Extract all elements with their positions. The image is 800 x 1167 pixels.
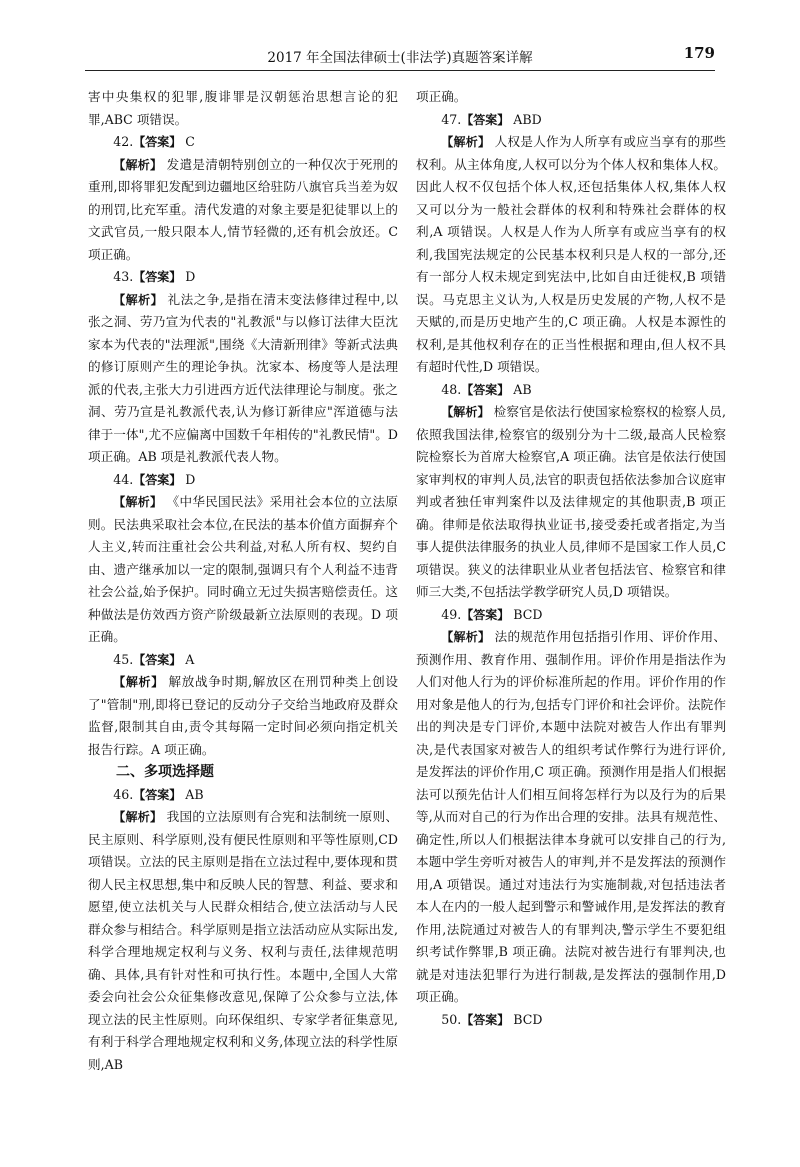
question-number: 50. (441, 1011, 462, 1027)
answer-value: BCD (513, 1011, 543, 1027)
answer-value: A (185, 651, 195, 667)
explanation-tag: 【解析】 (441, 405, 490, 419)
explanation-tag: 【解析】 (113, 157, 163, 172)
answer-tag: 【答案】 (461, 382, 510, 397)
explanation-47 (416, 131, 726, 379)
answer-tag: 【答案】 (461, 607, 510, 622)
answer-tag: 【答案】 (461, 112, 510, 127)
question-number: 44. (113, 471, 134, 487)
question-number: 45. (113, 651, 134, 667)
page-number: 179 (683, 44, 715, 62)
explanation-text: 检察官是依法行使国家检察权的检察人员,依照我国法律,检察官的级别分为十二级,最高人民检察院检察长为首席大检察官,A 项正确。法官是依法行使国家审判权的审判人员,法官的职责包括依法参加合议庭审判或者独任审判案件以及法律规定的其他职责,B 项正确。律师是依法取得执业证书,接受委托或者指定,为当事人提供法律服务的执业人员,律师不是国家工作人员,C 项错误。狭义的法律职业从业者包括法官、检察官和律师三大类,不包括法学教学研究人员,D 项错误。 (416, 404, 726, 599)
left-column (88, 86, 398, 1076)
question-number: 49. (441, 606, 462, 622)
explanation-text: 人权是人作为人所享有或应当享有的那些权利。从主体角度,人权可以分为个体人权和集体人权。因此人权不仅包括个体人权,还包括集体人权,集体人权又可以分为一般社会群体的权利和特殊社会群体的权利,A 项错误。人权是人作为人所享有或应当享有的权利,我国宪法规定的公民基本权利只是人权的一部分,还有一部分人权未规定到宪法中,比如自由迁徙权,B 项错误。马克思主义认为,人权是历史发展的产物,人权不是天赋的,而是历史地产生的,C 项正确。人权是本源性的权利,是其他权利存在的正当性根据和理由,但人权不具有超时代性,D 项错误。 (416, 134, 726, 374)
answer-45 (88, 649, 398, 672)
question-number: 46. (113, 786, 134, 802)
explanation-tag: 【解析】 (113, 810, 163, 824)
page-header (85, 44, 715, 71)
explanation-45 (88, 671, 398, 761)
explanation-43 (88, 289, 398, 469)
explanation-text: 解放战争时期,解放区在刑罚种类上创设了"管制"刑,即将已登记的反动分子交给当地政府及群众监督,限制其自由,责令其每隔一定时间必须向指定机关报告行踪。A 项正确。 (88, 674, 398, 757)
answer-47 (416, 109, 726, 132)
explanation-text: 法的规范作用包括指引作用、评价作用、预测作用、教育作用、强制作用。评价作用是指法作为人们对他人行为的评价标准所起的作用。评价作用的作用对象是他人的行为,包括专门评价和社会评价。法院作出的判决是专门评价,本题中法院对被告人作出有罪判决,是代表国家对被告人的组织考试作弊行为进行评价,是发挥法的评价作用,C 项正确。预测作用是指人们根据法可以预先估计人们相互间将怎样行为以及行为的后果等,从而对自己的行为作出合理的安排。法具有规范性、确定性,所以人们根据法律本身就可以安排自己的行为,本题中学生旁听对被告人的审判,并不是发挥法的预测作用,A 项错误。通过对违法行为实施制裁,对包括违法者本人在内的一般人起到警示和警诫作用,是发挥法的教育作用,法院通过对被告人的有罪判决,警示学生不要犯组织考试作弊罪,B 项正确。法院对被告进行有罪判决,也就是对违法犯罪行为进行制裁,是发挥法的强制作用,D 项正确。 (416, 629, 726, 1004)
explanation-48 (416, 401, 726, 604)
answer-46 (88, 784, 398, 807)
answer-value: ABD (513, 111, 542, 127)
paragraph: 害中央集权的犯罪,腹诽罪是汉朝惩治思想言论的犯罪,ABC 项错误。 (88, 89, 398, 127)
answer-value: D (185, 471, 196, 487)
answer-value: AB (185, 786, 204, 802)
answer-value: AB (513, 381, 532, 397)
explanation-42 (88, 154, 398, 267)
explanation-text: 发遣是清朝特别创立的一种仅次于死刑的重刑,即将罪犯发配到边疆地区给驻防八旗官兵当差为奴的刑罚,比充军重。清代发遣的对象主要是犯徒罪以上的文武官员,一般只限本人,情节轻微的,还有机会放还。C 项正确。 (88, 156, 398, 262)
answer-tag: 【答案】 (133, 652, 182, 667)
explanation-text: 礼法之争,是指在清末变法修律过程中,以张之洞、劳乃宣为代表的"礼教派"与以修订法律大臣沈家本为代表的"法理派",围绕《大清新刑律》等新式法典的修订原则产生的理论争执。沈家本、杨度等人是法理派的代表,主张大力引进西方近代法律理论与制度。张之洞、劳乃宣是礼教派代表,认为修订新律应"浑道德与法律于一体",尤不应偏离中国数千年相传的"礼教民情"。D 项正确。AB 项是礼教派代表人物。 (88, 291, 398, 464)
answer-value: BCD (513, 606, 543, 622)
header-title: 2017 年全国法律硕士(非法学)真题答案详解 (267, 50, 533, 66)
explanation-46 (88, 806, 398, 1076)
explanation-tag: 【解析】 (441, 630, 491, 644)
explanation-tag: 【解析】 (441, 135, 491, 149)
answer-tag: 【答案】 (133, 787, 182, 802)
question-number: 47. (441, 111, 462, 127)
question-number: 43. (113, 269, 134, 284)
explanation-49 (416, 626, 726, 1009)
answer-48 (416, 379, 726, 402)
answer-tag: 【答案】 (133, 270, 182, 284)
explanation-tag: 【解析】 (113, 495, 163, 509)
question-number: 42. (113, 134, 134, 149)
paragraph: 项正确。 (416, 89, 467, 104)
answer-tag: 【答案】 (133, 135, 182, 149)
answer-50 (416, 1009, 726, 1032)
answer-tag: 【答案】 (133, 472, 182, 487)
answer-43 (88, 266, 398, 289)
answer-44 (88, 469, 398, 492)
explanation-tag: 【解析】 (113, 675, 164, 689)
answer-49 (416, 604, 726, 627)
section-heading: 二、多项选择题 (116, 764, 214, 780)
explanation-text: 《中华民国民法》采用社会本位的立法原则。民法典采取社会本位,在民法的基本价值方面摒弃个人主义,转而注重社会公共利益,对私人所有权、契约自由、遗产继承加以一定的限制,强调只有个人利益不违背社会公益,始予保护。同时确立无过失损害赔偿责任。这种做法是仿效西方资产阶级最新立法原则的表现。D 项正确。 (88, 494, 398, 644)
answer-value: C (185, 134, 195, 149)
explanation-44 (88, 491, 398, 649)
explanation-text: 我国的立法原则有合宪和法制统一原则、民主原则、科学原则,没有便民性原则和平等性原则,CD 项错误。立法的民主原则是指在立法过程中,要体现和贯彻人民主权思想,集中和反映人民的智慧、利益、要求和愿望,使立法机关与人民群众相结合,使立法活动与人民群众参与相结合。科学原则是指立法活动应从实际出发,科学合理地规定权利与义务、权利与责任,法律规范明确、具体,具有针对性和可执行性。本题中,全国人大常委会向社会公众征集修改意见,保障了公众参与立法,体现立法的民主性原则。向环保组织、专家学者征集意见,有利于科学合理地规定权利和义务,体现立法的科学性原则,AB (88, 809, 398, 1072)
answer-value: D (185, 269, 196, 284)
explanation-tag: 【解析】 (113, 292, 164, 307)
answer-42 (88, 131, 398, 154)
answer-tag: 【答案】 (461, 1012, 510, 1027)
question-number: 48. (441, 381, 462, 397)
right-column (416, 86, 726, 1031)
